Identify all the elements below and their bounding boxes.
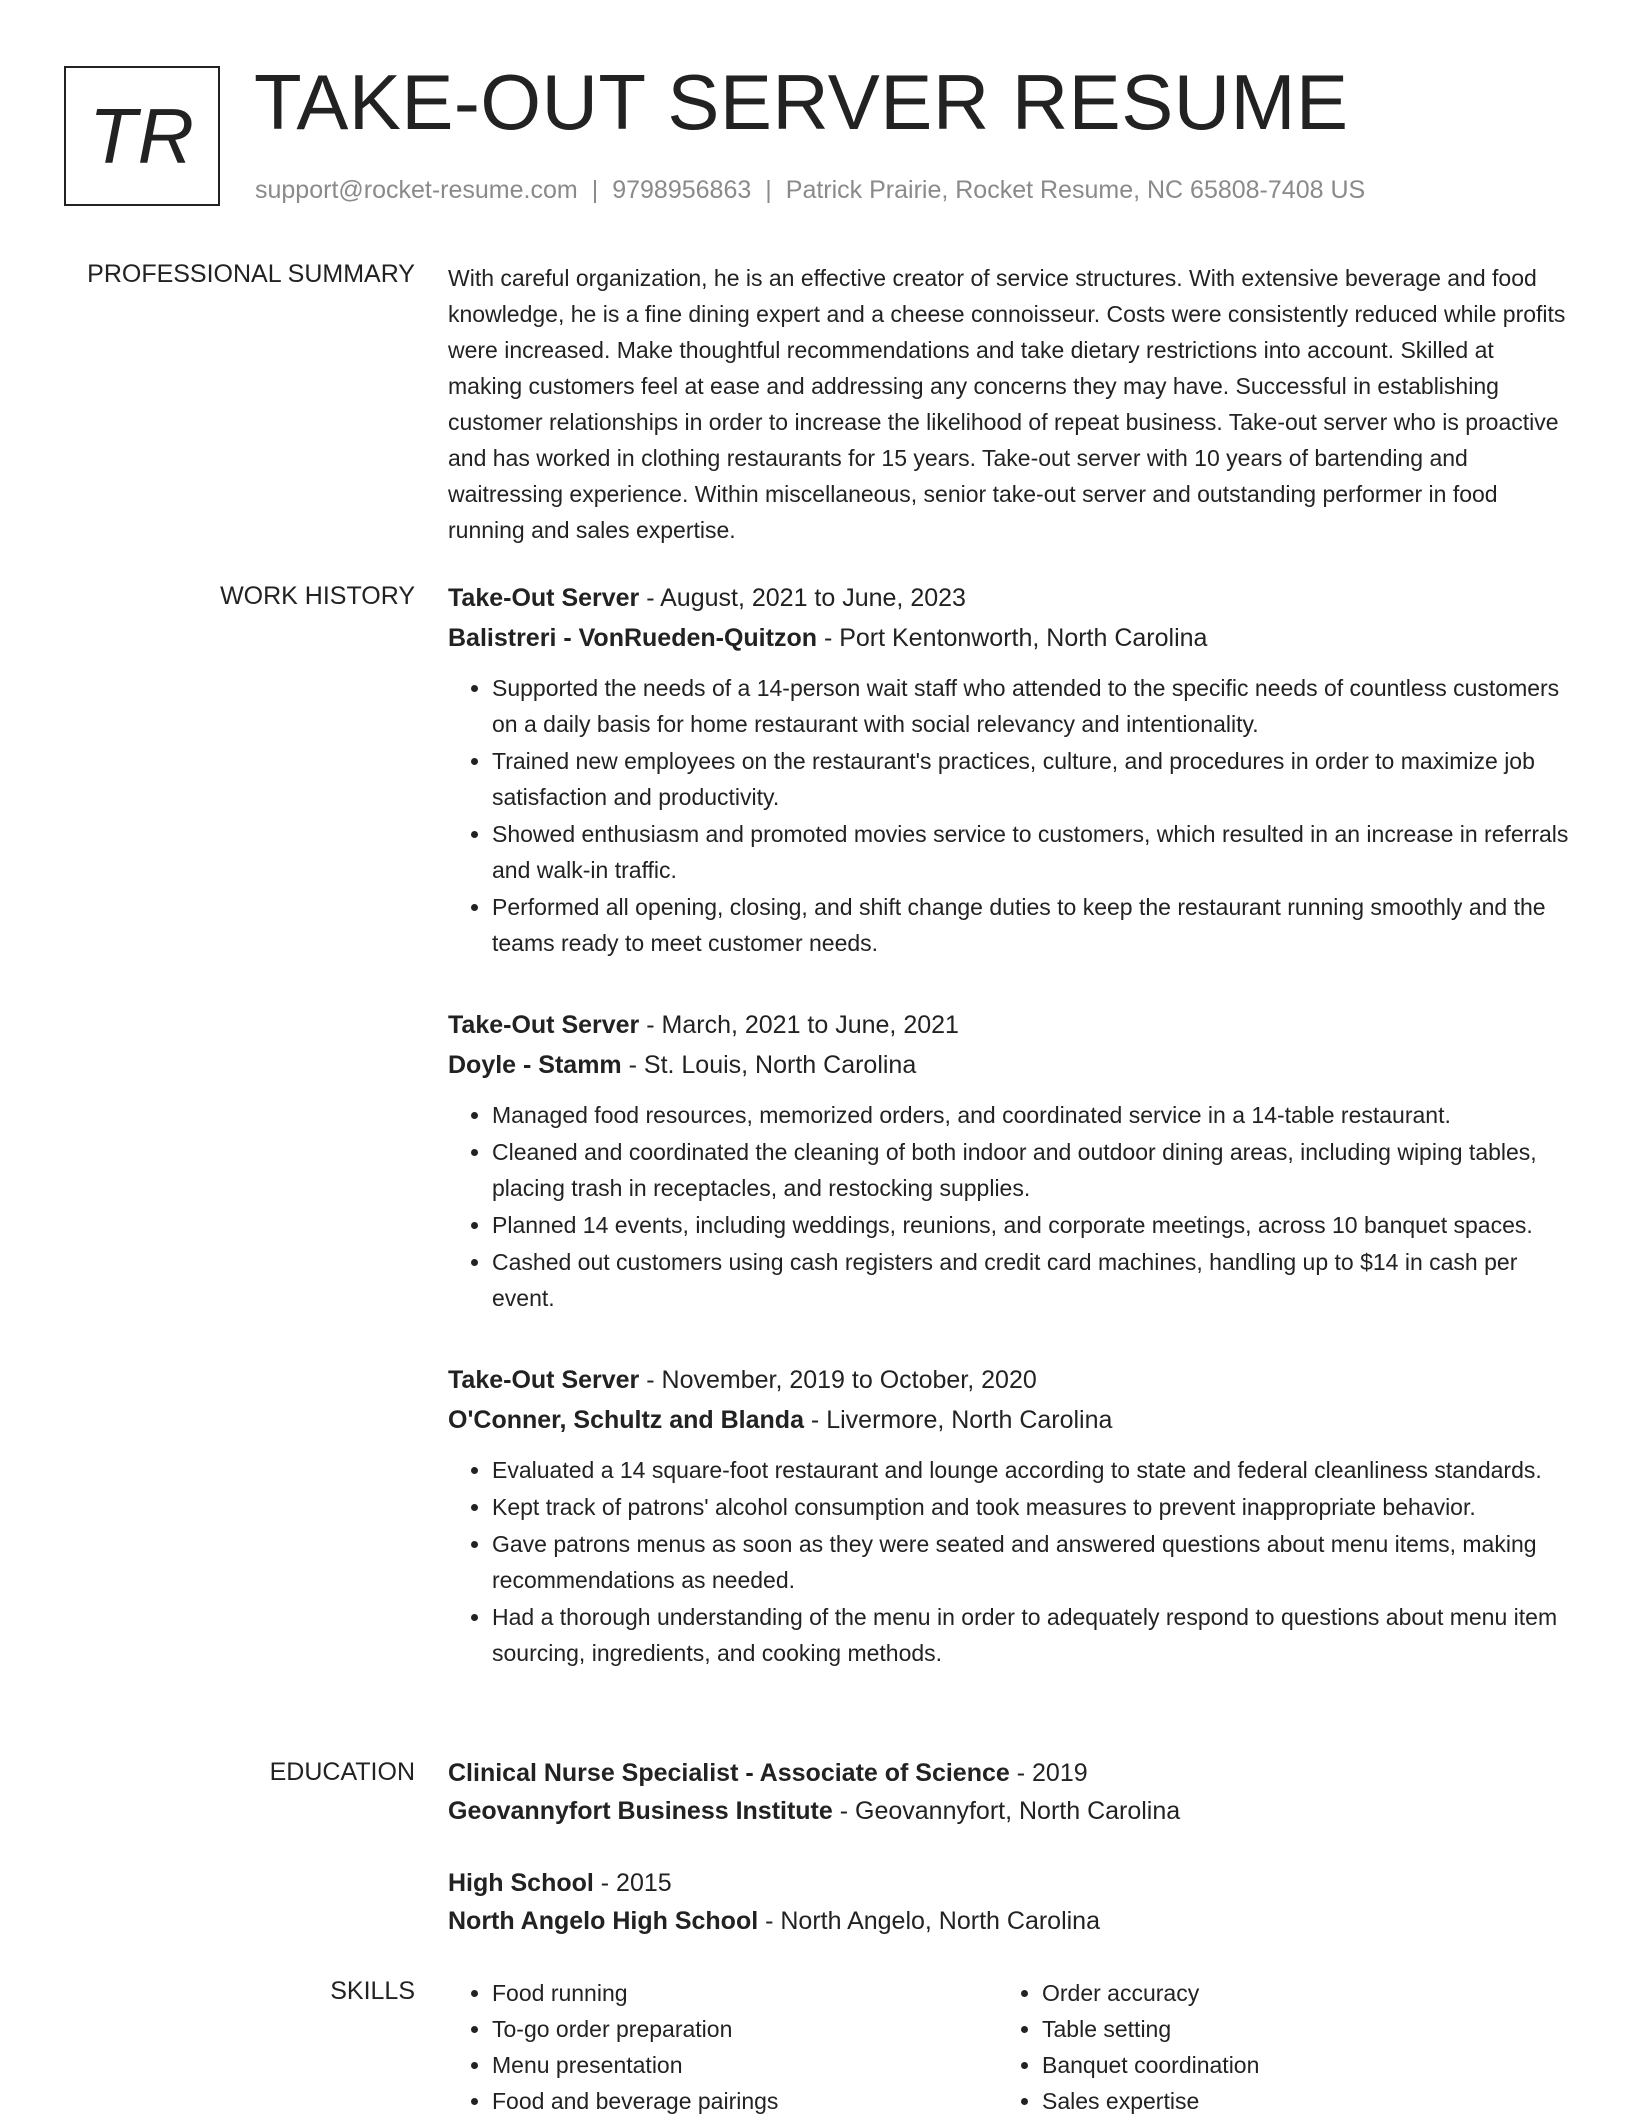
- education-school-line: [448, 1792, 1570, 1830]
- education-school: Geovannyfort Business Institute: [448, 1797, 833, 1825]
- skill-item: • Sales expertise: [1042, 2083, 1548, 2119]
- job-bullet: • Gave patrons menus as soon as they were seated and answered questions about menu items, making recommendations as needed.: [492, 1526, 1570, 1598]
- section-label-work-history: WORK HISTORY: [220, 582, 415, 610]
- job-location: - Port Kentonworth, North Carolina: [817, 624, 1208, 652]
- job-bullet: • Supported the needs of a 14-person wait staff who attended to the specific needs of countless customers on a daily basis for home restaurant with social relevancy and intentionality.: [492, 670, 1570, 742]
- monogram-logo: TR: [64, 66, 220, 206]
- section-label-education: EDUCATION: [269, 1758, 415, 1786]
- job-bullet: • Trained new employees on the restaurant's practices, culture, and procedures in order to maximize job satisfaction and productivity.: [492, 743, 1570, 815]
- education-year: - 2015: [593, 1869, 672, 1897]
- job-bullets: [448, 1452, 1570, 1671]
- education-degree: Clinical Nurse Specialist - Associate of Science: [448, 1759, 1010, 1787]
- job-bullet: • Had a thorough understanding of the menu in order to adequately respond to questions about menu item sourcing, ingredients, and cooking methods.: [492, 1599, 1570, 1671]
- contact-address: Patrick Prairie, Rocket Resume, NC 65808-7408 US: [785, 176, 1366, 204]
- job-company: Balistreri - VonRueden-Quitzon: [448, 624, 817, 652]
- job-bullet: • Planned 14 events, including weddings, reunions, and corporate meetings, across 10 banquet spaces.: [492, 1207, 1570, 1243]
- skill-item: • Food and beverage pairings: [492, 2083, 998, 2119]
- contact-separator: |: [765, 176, 772, 204]
- education-school: North Angelo High School: [448, 1907, 759, 1935]
- education-year: - 2019: [1009, 1759, 1088, 1787]
- job-dates: - March, 2021 to June, 2021: [639, 1011, 959, 1039]
- contact-separator: |: [591, 176, 599, 204]
- job-company: O'Conner, Schultz and Blanda: [448, 1406, 804, 1434]
- skill-item: • Table setting: [1042, 2011, 1548, 2047]
- skill-item: • To-go order preparation: [492, 2011, 998, 2047]
- education-location: - Geovannyfort, North Carolina: [832, 1797, 1181, 1825]
- job-entry: [448, 578, 1570, 961]
- section-label-summary: PROFESSIONAL SUMMARY: [87, 260, 415, 288]
- job-bullet: • Evaluated a 14 square-foot restaurant and lounge according to state and federal cleanliness standards.: [492, 1452, 1570, 1488]
- skills-column-left: [448, 1975, 998, 2119]
- skill-item: • Order accuracy: [1042, 1975, 1548, 2011]
- education-entry: [448, 1754, 1570, 1830]
- job-dates: - November, 2019 to October, 2020: [639, 1366, 1037, 1394]
- job-bullet: • Performed all opening, closing, and shift change duties to keep the restaurant running smoothly and the teams ready to meet customer needs.: [492, 889, 1570, 961]
- page-title: TAKE-OUT SERVER RESUME: [254, 58, 1349, 146]
- job-bullet: • Managed food resources, memorized orders, and coordinated service in a 14-table restaurant.: [492, 1097, 1570, 1133]
- contact-line: [255, 176, 1365, 205]
- education-degree-line: [448, 1864, 1570, 1902]
- job-entry: [448, 1005, 1570, 1316]
- job-title: Take-Out Server: [448, 584, 640, 612]
- skill-item: • Food running: [492, 1975, 998, 2011]
- summary-text: With careful organization, he is an effective creator of service structures. With extensive beverage and food knowledge, he is a fine dining expert and a cheese connoisseur. Costs were consistently reduced while profits were increased. Make thoughtful recommendations and take dietary restrictions into account. Skilled at making customers feel at ease and addressing any concerns they may have. Successful in establishing customer relationships in order to increase the likelihood of repeat business. Take-out server who is proactive and has worked in clothing restaurants for 15 years. Take-out server with 10 years of bartending and waitressing experience. Within miscellaneous, senior take-out server and outstanding performer in food running and sales expertise.: [448, 265, 1566, 543]
- job-bullets: [448, 1097, 1570, 1316]
- job-location: - Livermore, North Carolina: [803, 1406, 1113, 1434]
- skill-item: • Banquet coordination: [1042, 2047, 1548, 2083]
- job-location: - St. Louis, North Carolina: [621, 1051, 917, 1079]
- education-degree: High School: [448, 1869, 594, 1897]
- job-title-line: [448, 578, 1570, 618]
- education-location: - North Angelo, North Carolina: [758, 1907, 1100, 1935]
- job-bullet: • Cleaned and coordinated the cleaning of both indoor and outdoor dining areas, including wiping tables, placing trash in receptacles, and restocking supplies.: [492, 1134, 1570, 1206]
- job-entry: [448, 1360, 1570, 1671]
- job-bullet: • Cashed out customers using cash registers and credit card machines, handling up to $14 in cash per event.: [492, 1244, 1570, 1316]
- job-company-line: [448, 1400, 1570, 1440]
- job-dates: - August, 2021 to June, 2023: [639, 584, 966, 612]
- education-degree-line: [448, 1754, 1570, 1792]
- section-label-skills: SKILLS: [330, 1977, 415, 2005]
- job-company-line: [448, 1045, 1570, 1085]
- contact-phone[interactable]: 9798956863: [612, 176, 752, 204]
- job-company: Doyle - Stamm: [448, 1051, 622, 1079]
- contact-email[interactable]: support@rocket-resume.com: [255, 176, 578, 204]
- job-bullet: • Kept track of patrons' alcohol consumption and took measures to prevent inappropriate behavior.: [492, 1489, 1570, 1525]
- job-title-line: [448, 1005, 1570, 1045]
- education-entry: [448, 1864, 1570, 1940]
- job-title: Take-Out Server: [448, 1011, 640, 1039]
- job-bullets: [448, 670, 1570, 961]
- education-school-line: [448, 1902, 1570, 1940]
- job-company-line: [448, 618, 1570, 658]
- skills-grid: [448, 1975, 1570, 2119]
- job-title: Take-Out Server: [448, 1366, 640, 1394]
- job-title-line: [448, 1360, 1570, 1400]
- skill-item: • Menu presentation: [492, 2047, 998, 2083]
- skills-column-right: [998, 1975, 1548, 2119]
- job-bullet: • Showed enthusiasm and promoted movies service to customers, which resulted in an increase in referrals and walk-in traffic.: [492, 816, 1570, 888]
